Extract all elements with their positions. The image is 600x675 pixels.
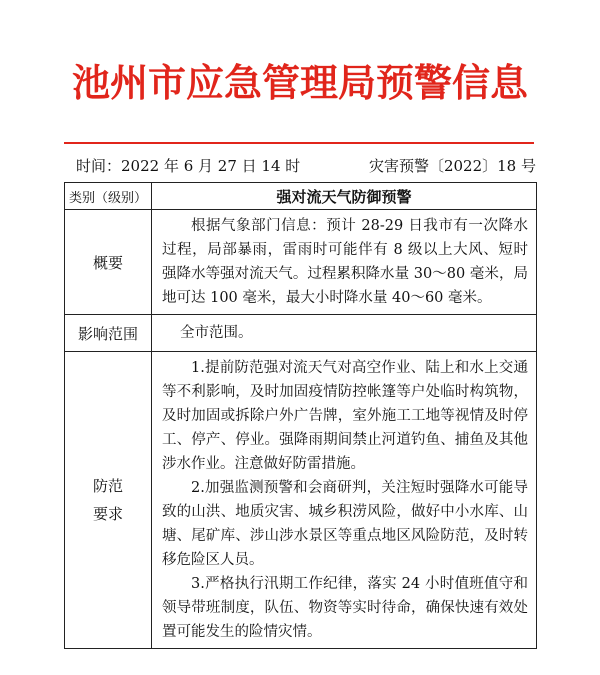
scope-label-cell — [65, 315, 152, 352]
category-header-cell — [65, 183, 152, 210]
overview-label-cell — [65, 210, 152, 315]
scope-row — [65, 315, 537, 352]
scope-label: 影响范围 — [77, 324, 138, 343]
category-header-label: 类别（级别） — [68, 190, 147, 206]
issue-time: 时间：2022 年 6 月 27 日 14 时 — [76, 157, 301, 175]
requirement-item: 1.提前防范强对流天气对高空作业、陆上和水上交通等不利影响，及时加固疫情防控帐篷等户处临时构筑物，及时加固或拆除户外广告牌，室外施工工地等视情及时停工、停产、停业。强降雨期间禁止河道钓鱼、捕鱼及其他涉水作业。注意做好防雷措施。 — [162, 360, 528, 472]
document-title: 池州市应急管理局预警信息 — [71, 60, 528, 105]
requirements-label-cell — [65, 352, 152, 649]
scope-text: 全市范围。 — [180, 325, 253, 341]
scope-content-cell — [152, 315, 537, 352]
meta-line — [76, 155, 536, 177]
overview-row — [65, 210, 537, 315]
overview-content-cell — [152, 210, 537, 315]
table-header-row — [65, 183, 537, 210]
requirements-content-cell — [152, 352, 537, 649]
warning-title-cell — [152, 183, 537, 210]
requirements-label-line1: 防范 — [92, 477, 123, 495]
document-number: 灾害预警〔2022〕18 号 — [368, 157, 536, 175]
requirements-row — [65, 352, 537, 649]
requirement-item: 2.加强监测预警和会商研判，关注短时强降水可能导致的山洪、地质灾害、城乡积涝风险，做好中小水库、山塘、尾矿库、涉山涉水景区等重点地区风险防范，及时转移危险区人员。 — [162, 480, 528, 568]
warning-table — [64, 182, 537, 649]
overview-text: 根据气象部门信息：预计 28-29 日我市有一次降水过程，局部暴雨，雷雨时可能伴有 8 级以上大风、短时强降水等强对流天气。过程累积降水量 30～80 毫米，局地可达 100 毫米，最大小时降水量 40～60 毫米。 — [162, 218, 528, 306]
overview-label: 概要 — [92, 253, 123, 272]
warning-title: 强对流天气防御预警 — [276, 187, 412, 206]
red-divider — [64, 142, 534, 144]
requirements-label-line2: 要求 — [92, 505, 123, 523]
requirement-item: 3.严格执行汛期工作纪律，落实 24 小时值班值守和领导带班制度，队伍、物资等实时待命，确保快速有效处置可能发生的险情灾情。 — [162, 576, 528, 640]
